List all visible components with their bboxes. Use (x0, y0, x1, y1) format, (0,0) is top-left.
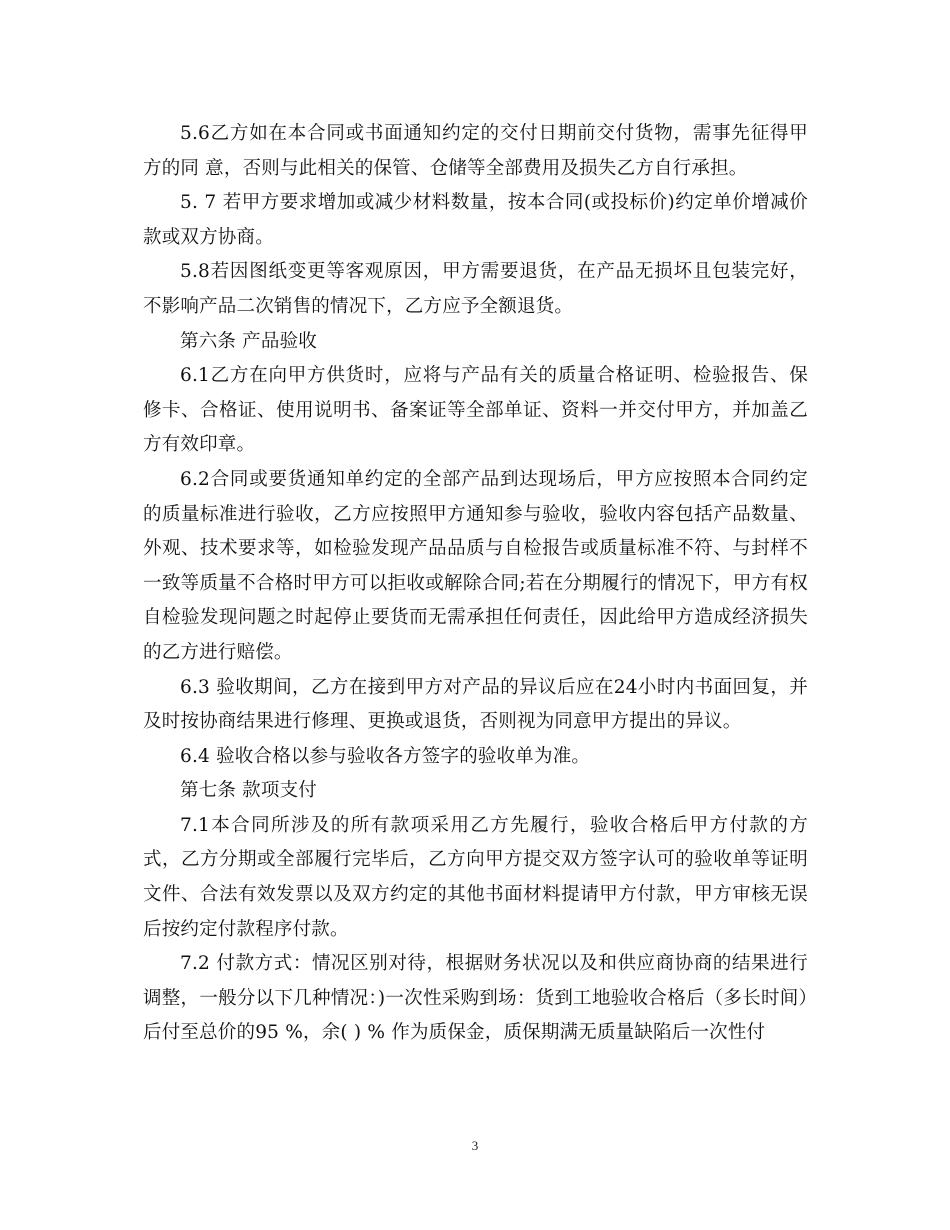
page-number: 3 (471, 1138, 479, 1153)
paragraph-6-3: 6.3 验收期间，乙方在接到甲方对产品的异议后应在24小时内书面回复，并及时按协商结果进行修理、更换或退货，否则视为同意甲方提出的异议。 (143, 676, 808, 733)
section-heading-article-6: 第六条 产品验收 (180, 330, 317, 352)
paragraph-6-2: 6.2合同或要货通知单约定的全部产品到达现场后，甲方应按照本合同约定的质量标准进行验收，乙方应按照甲方通知参与验收，验收内容包括产品数量、外观、技术要求等，如检验发现产品品质与自检报告或质量标准不符、与封样不一致等质量不合格时甲方可以拒收或解除合同;若在分期履行的情况下，甲方有权自检验发现问题之时起停止要货而无需承担任何责任，因此给甲方造成经济损失的乙方进行赔偿。 (143, 468, 808, 663)
document-body (143, 117, 808, 1051)
section-heading-article-7: 第七条 款项支付 (180, 780, 317, 802)
paragraph-7-1: 7.1本合同所涉及的所有款项采用乙方先履行，验收合格后甲方付款的方式，乙方分期或全部履行完毕后，乙方向甲方提交双方签字认可的验收单等证明文件、合法有效发票以及双方约定的其他书面材料提请甲方付款，甲方审核无误后按约定付款程序付款。 (143, 814, 808, 940)
paragraph-6-1: 6.1乙方在向甲方供货时，应将与产品有关的质量合格证明、检验报告、保修卡、合格证、使用说明书、备案证等全部单证、资料一并交付甲方，并加盖乙方有效印章。 (143, 365, 808, 456)
paragraph-6-4: 6.4 验收合格以参与验收各方签字的验收单为准。 (180, 745, 591, 767)
paragraph-5-6: 5.6乙方如在本合同或书面通知约定的交付日期前交付货物，需事先征得甲方的同 意，否则与此相关的保管、仓储等全部费用及损失乙方自行承担。 (143, 123, 808, 179)
paragraph-5-7: 5. 7 若甲方要求增加或减少材料数量，按本合同(或投标价)约定单价增减价款或双方协商。 (143, 192, 808, 248)
paragraph-7-2: 7.2 付款方式：情况区别对待，根据财务状况以及和供应商协商的结果进行调整，一般分以下几种情况：)一次性采购到场：货到工地验收合格后（多长时间）后付至总价的95 %，余( ) % 作为质保金，质保期满无质量缺陷后一次性付 (143, 953, 808, 1044)
paragraph-5-8: 5.8若因图纸变更等客观原因，甲方需要退货，在产品无损坏且包装完好，不影响产品二次销售的情况下，乙方应予全额退货。 (143, 261, 808, 317)
